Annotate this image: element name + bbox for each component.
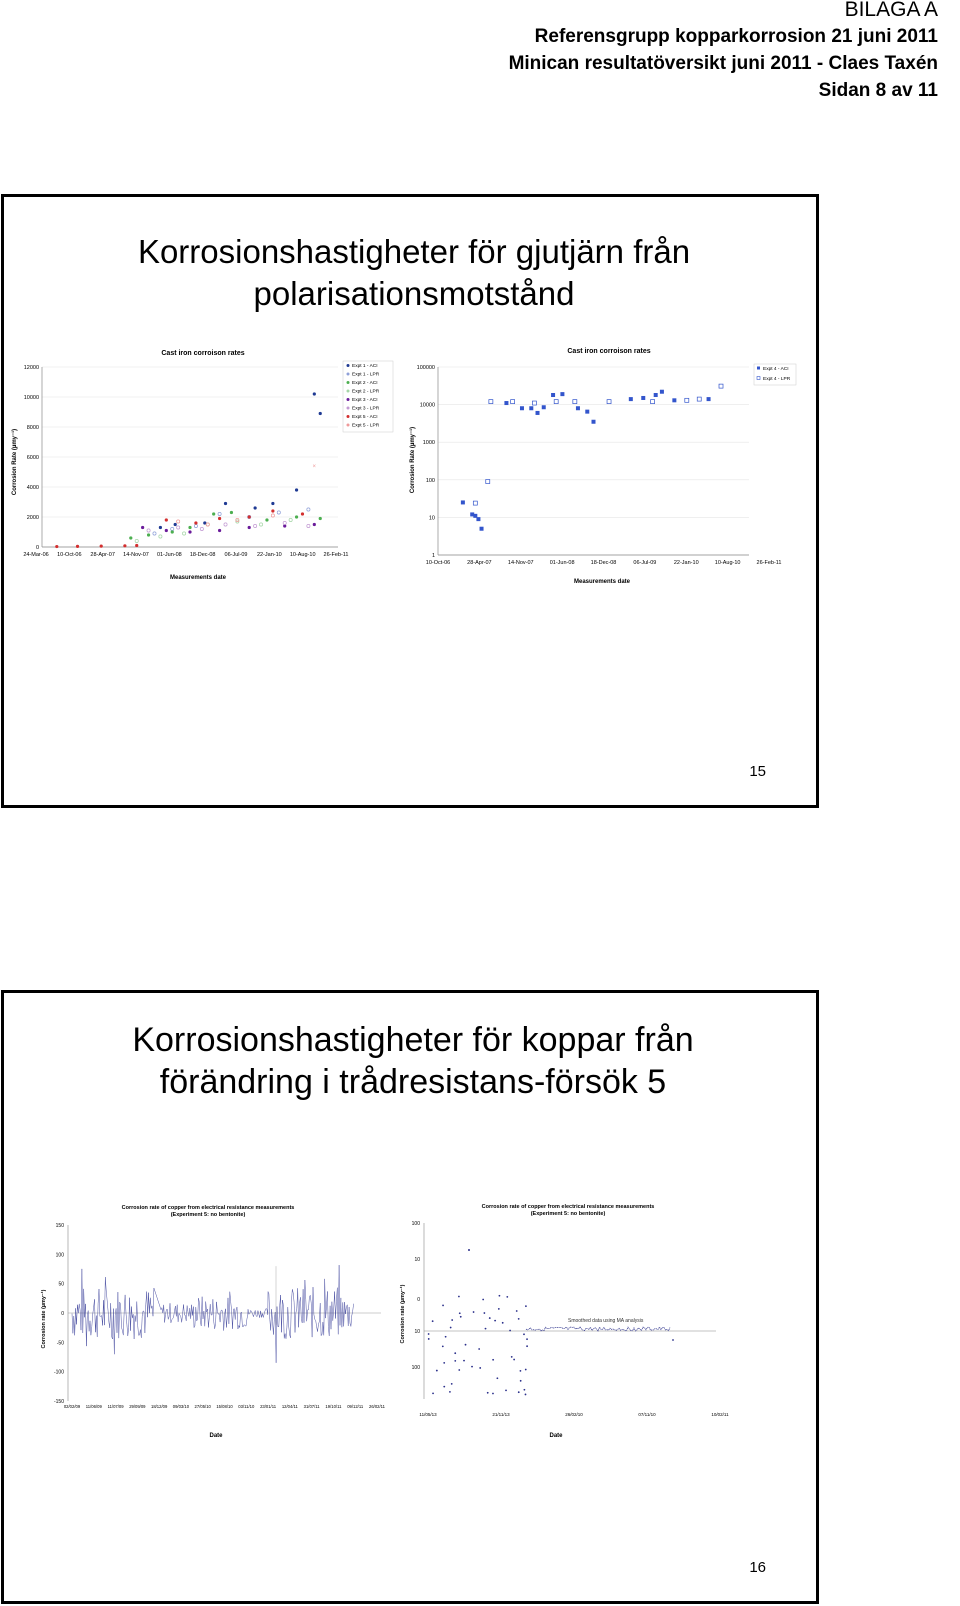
x-tick-label: 06-Jul-09 xyxy=(224,552,248,558)
data-point xyxy=(141,526,144,529)
data-point xyxy=(479,1367,481,1369)
data-point xyxy=(218,529,221,532)
data-point xyxy=(100,545,103,548)
data-point xyxy=(76,545,79,548)
data-point xyxy=(499,1295,501,1297)
data-point xyxy=(307,508,310,511)
data-point xyxy=(271,509,274,512)
data-point xyxy=(218,517,221,520)
data-point xyxy=(520,1370,522,1372)
chart-title-line-1: Corrosion rate of copper from electrical resistance measurements xyxy=(481,1204,655,1210)
data-point xyxy=(458,1369,460,1371)
slide-15 xyxy=(1,194,819,808)
data-point xyxy=(536,411,540,415)
data-point xyxy=(629,397,633,401)
y-tick-label: 6000 xyxy=(26,455,39,461)
x-tick-label: 10-Aug-10 xyxy=(714,560,741,566)
y-tick-label: -150 xyxy=(53,1399,64,1405)
data-point xyxy=(313,523,316,526)
data-point xyxy=(513,1359,515,1361)
y-tick-label: 100 xyxy=(411,1221,420,1227)
data-point xyxy=(480,527,484,531)
x-tick-label: 11/06/09 xyxy=(85,1404,102,1409)
legend-marker xyxy=(347,364,350,367)
y-tick-label: 0 xyxy=(61,1311,64,1317)
slide-16-title-line-2: förändring i trådresistans-försök 5 xyxy=(159,1063,667,1101)
data-point xyxy=(458,1296,460,1298)
x-tick-label: 14-Nov-07 xyxy=(507,560,534,566)
data-point xyxy=(212,512,215,515)
data-point xyxy=(607,400,611,404)
chart-title-line-2: (Experiment 5: no bentonite) xyxy=(170,1212,246,1218)
legend-marker xyxy=(347,381,350,384)
y-tick-label: 0 xyxy=(35,545,39,551)
data-point xyxy=(194,524,197,527)
legend-label: Expt 5 - ACI xyxy=(352,415,378,420)
legend-label: Expt 1 - ACI xyxy=(352,364,378,369)
x-tick-label: 01-Jun-08 xyxy=(156,552,182,558)
y-tick-label: 100 xyxy=(411,1365,420,1371)
data-point xyxy=(218,512,221,515)
y-axis-label: Corrosion rate (µmy⁻¹) xyxy=(400,1284,406,1344)
x-axis-label: Measurements date xyxy=(169,575,227,581)
data-point xyxy=(542,405,546,409)
data-point xyxy=(473,1311,475,1313)
legend-label: Expt 3 - ACI xyxy=(352,398,378,403)
data-point xyxy=(516,1310,518,1312)
data-point xyxy=(129,536,132,539)
x-tick-label: 14-Nov-07 xyxy=(123,552,149,558)
legend-label: Expt 1 - LPR xyxy=(352,372,380,378)
y-tick-label: -100 xyxy=(53,1369,64,1376)
data-point xyxy=(492,1359,494,1361)
x-tick-label: 10-Oct-06 xyxy=(57,552,82,558)
slide-15-title-line-1: Korrosionshastigheter för gjutjärn från xyxy=(137,233,691,270)
data-point xyxy=(135,539,138,542)
chart-annotation: Smoothed data using MA analysis xyxy=(568,1318,644,1324)
data-point xyxy=(182,532,185,535)
data-point xyxy=(432,1392,434,1394)
chart-title: Cast iron corroison rates xyxy=(567,348,651,355)
y-tick-label: 12000 xyxy=(23,365,39,371)
copper-er-log-chart xyxy=(396,1199,746,1444)
data-point xyxy=(560,392,564,396)
cast-iron-linear-chart xyxy=(8,347,408,587)
data-point xyxy=(135,544,138,547)
data-point xyxy=(428,1338,430,1340)
data-point xyxy=(224,502,227,505)
data-point xyxy=(454,1360,456,1362)
data-point xyxy=(471,1366,473,1368)
y-tick-label: 2000 xyxy=(26,515,39,521)
x-tick-label: 22-Jan-10 xyxy=(256,552,282,558)
x-tick-label: 01-Jun-08 xyxy=(549,560,575,566)
data-point xyxy=(265,518,268,521)
y-tick-label: 50 xyxy=(58,1281,64,1288)
data-point xyxy=(307,524,310,527)
data-point xyxy=(554,400,558,404)
data-point xyxy=(506,1296,508,1298)
data-point xyxy=(502,1322,504,1324)
y-tick-label: 10000 xyxy=(419,402,435,409)
data-point xyxy=(492,1393,494,1395)
data-point xyxy=(485,1328,487,1330)
data-point xyxy=(230,511,233,514)
data-point xyxy=(520,1380,522,1382)
legend-label: Expt 4 - ACI xyxy=(763,367,789,372)
legend-marker xyxy=(347,398,350,401)
y-tick-label: 10 xyxy=(428,515,435,522)
x-tick-label: 29/09/09 xyxy=(129,1404,146,1409)
data-point xyxy=(177,526,180,529)
data-point xyxy=(518,1391,520,1393)
data-point xyxy=(147,529,150,532)
data-point xyxy=(194,521,197,524)
data-point xyxy=(551,393,555,397)
data-point xyxy=(295,515,298,518)
data-point xyxy=(188,526,191,529)
appendix-label: BILAGA A xyxy=(844,0,938,21)
x-tick-label: 18/12/09 xyxy=(150,1404,168,1409)
data-point xyxy=(436,1370,438,1372)
x-tick-label: 11/05/13 xyxy=(419,1412,437,1417)
data-point xyxy=(498,1308,500,1310)
slide-15-number: 15 xyxy=(749,763,766,780)
page-indicator: Sidan 8 av 11 xyxy=(818,80,938,101)
data-point xyxy=(442,1345,444,1347)
x-tick-label: 28-Apr-07 xyxy=(467,560,492,566)
data-point xyxy=(271,514,274,517)
x-tick-label: 26-Feb-11 xyxy=(323,552,349,558)
legend-label: Expt 4 - LPR xyxy=(763,377,791,382)
data-point xyxy=(592,420,596,424)
data-point xyxy=(532,401,536,405)
x-axis-label: Date xyxy=(209,1433,223,1439)
data-point xyxy=(660,390,664,394)
data-point xyxy=(509,1330,511,1332)
data-point xyxy=(442,1305,444,1307)
header-line-1: Referensgrupp kopparkorrosion 21 juni 2011 xyxy=(534,26,938,47)
x-tick-label: 12/04/11 xyxy=(281,1404,298,1409)
data-point xyxy=(289,518,292,521)
y-tick-label: 100000 xyxy=(416,365,435,371)
data-point xyxy=(511,400,515,404)
x-tick-label: 09/03/10 xyxy=(172,1404,190,1409)
legend-marker xyxy=(757,367,760,370)
data-point xyxy=(460,1316,462,1318)
y-tick-label: 4000 xyxy=(26,485,39,491)
data-point xyxy=(489,400,493,404)
x-tick-label: 10-Aug-10 xyxy=(289,552,316,558)
legend-label: Expt 2 - ACI xyxy=(352,381,378,386)
data-point xyxy=(494,1320,496,1322)
data-point xyxy=(248,515,251,518)
data-point xyxy=(177,520,180,523)
data-point xyxy=(526,1338,528,1340)
data-point xyxy=(254,506,257,509)
data-point xyxy=(463,1360,465,1362)
data-point xyxy=(685,398,689,402)
data-point xyxy=(123,544,126,547)
data-point xyxy=(654,393,658,397)
data-point xyxy=(504,401,508,405)
x-tick-label: 15/08/10 xyxy=(216,1404,233,1409)
data-point xyxy=(465,1344,467,1346)
data-point xyxy=(55,545,58,548)
data-point xyxy=(529,406,533,410)
x-tick-label: 21/11/13 xyxy=(492,1412,510,1417)
data-point xyxy=(525,1369,527,1371)
data-point xyxy=(473,501,477,505)
x-tick-label: 11/07/09 xyxy=(107,1404,124,1409)
data-point xyxy=(271,502,274,505)
chart-title-line-1: Corrosion rate of copper from electrical resistance measurements xyxy=(121,1205,295,1211)
data-point xyxy=(171,527,174,530)
slide-16-title-line-1: Korrosionshastigheter för koppar från xyxy=(132,1021,694,1059)
data-point xyxy=(449,1391,451,1393)
legend-marker xyxy=(347,407,350,410)
data-point xyxy=(454,1352,456,1354)
data-point xyxy=(277,511,280,514)
y-tick-label: 150 xyxy=(55,1223,64,1229)
legend-label: Expt 5 - LPR xyxy=(352,423,380,429)
data-point xyxy=(206,523,209,526)
data-point xyxy=(459,1312,461,1314)
data-point xyxy=(482,1299,484,1301)
x-tick-label: 19/10/11 xyxy=(325,1404,342,1409)
slide-16-number: 16 xyxy=(749,1559,766,1576)
data-point xyxy=(301,512,304,515)
data-point xyxy=(200,527,203,530)
data-point xyxy=(525,1305,527,1307)
legend-marker xyxy=(347,415,350,418)
x-tick-label: 09/12/11 xyxy=(347,1404,364,1409)
data-point xyxy=(518,1318,520,1320)
data-point xyxy=(159,535,162,538)
data-point xyxy=(254,524,257,527)
data-point xyxy=(697,397,701,401)
data-point xyxy=(171,530,174,533)
x-axis-label: Measurements date xyxy=(573,579,631,585)
data-point xyxy=(174,523,177,526)
data-point xyxy=(443,1386,445,1388)
data-point xyxy=(319,517,322,520)
data-point xyxy=(523,1389,525,1391)
y-tick-label: 100 xyxy=(55,1252,64,1259)
data-point xyxy=(283,521,286,524)
data-point xyxy=(520,406,524,410)
x-tick-label: 31/07/11 xyxy=(303,1404,320,1409)
x-tick-label: 28-Apr-07 xyxy=(90,552,115,558)
data-point xyxy=(445,1336,447,1338)
data-point xyxy=(224,523,227,526)
x-tick-label: 23/01/11 xyxy=(260,1404,277,1409)
copper-er-linear-chart xyxy=(36,1201,386,1446)
legend-label: Expt 3 - LPR xyxy=(352,406,380,412)
x-tick-label: 02/02/09 xyxy=(63,1404,81,1409)
legend-marker xyxy=(757,377,760,380)
x-tick-label: 26-Feb-11 xyxy=(756,560,782,566)
chart-title-line-2: (Experiment 5: no bentonite) xyxy=(530,1211,606,1217)
data-point xyxy=(259,523,262,526)
y-tick-label: 8000 xyxy=(26,425,39,431)
legend-label: Expt 2 - LPR xyxy=(352,389,380,395)
x-axis-label: Date xyxy=(549,1433,563,1439)
x-tick-label: 27/05/10 xyxy=(194,1404,211,1409)
data-point xyxy=(468,1249,470,1251)
x-tick-label: 10-Oct-06 xyxy=(425,560,451,566)
cast-iron-log-chart xyxy=(404,345,804,589)
data-point xyxy=(428,1333,430,1335)
data-point xyxy=(248,526,251,529)
data-point xyxy=(451,1383,453,1385)
data-point xyxy=(319,412,322,415)
y-axis-label: Corrosion Rate (µmy⁻¹) xyxy=(12,428,18,496)
y-axis-label: Corrosion rate (µmy⁻¹) xyxy=(41,1289,47,1349)
data-point xyxy=(159,526,162,529)
data-point xyxy=(672,1339,674,1341)
x-tick-label: 18-Dec-08 xyxy=(189,552,216,558)
data-point xyxy=(525,1394,527,1396)
data-point xyxy=(573,400,577,404)
x-tick-label: 24-Mar-06 xyxy=(23,552,49,558)
data-point xyxy=(526,1345,528,1347)
data-point xyxy=(147,533,150,536)
data-point xyxy=(505,1389,507,1391)
data-point xyxy=(489,1317,491,1319)
data-point xyxy=(576,406,580,410)
slide-15-title xyxy=(4,231,824,315)
data-point xyxy=(496,1377,498,1379)
y-tick-label: 1000 xyxy=(422,440,435,447)
slide-15-title-line-2: polarisationsmotstånd xyxy=(253,275,575,312)
data-point xyxy=(295,488,298,491)
x-tick-label: 06-Jul-09 xyxy=(633,560,657,566)
y-tick-label: 100 xyxy=(425,477,435,484)
x-tick-label: 22-Jan-10 xyxy=(673,560,699,566)
data-point: × xyxy=(312,464,317,470)
header-line-2: Minican resultatöversikt juni 2011 - Claes Taxén xyxy=(508,53,938,74)
x-tick-label: 07/11/10 xyxy=(638,1412,656,1417)
y-axis-label: Corrosion Rate (µmy⁻¹) xyxy=(410,426,416,494)
legend-marker xyxy=(347,373,350,376)
data-point xyxy=(672,398,676,402)
data-point xyxy=(641,396,645,400)
y-tick-label: 0 xyxy=(417,1297,420,1303)
y-tick-label: 10000 xyxy=(23,395,39,401)
data-point xyxy=(585,410,589,414)
slide-16-title xyxy=(4,1019,822,1103)
x-tick-label: 18-Dec-08 xyxy=(590,560,617,566)
y-tick-label: -50 xyxy=(56,1340,64,1347)
data-point xyxy=(432,1320,434,1322)
data-point xyxy=(451,1319,453,1321)
x-tick-label: 26/02/11 xyxy=(369,1404,385,1409)
legend-marker xyxy=(347,424,350,427)
y-tick-label: 1 xyxy=(431,553,435,559)
data-point xyxy=(486,480,490,484)
data-point xyxy=(443,1362,445,1364)
y-tick-label: 10 xyxy=(414,1257,420,1263)
data-point xyxy=(461,500,465,504)
data-point xyxy=(478,1348,480,1350)
data-point xyxy=(511,1356,513,1358)
chart-title: Cast iron corroison rates xyxy=(161,350,245,357)
data-point xyxy=(450,1327,452,1329)
data-point xyxy=(153,532,156,535)
data-point xyxy=(651,400,655,404)
data-point xyxy=(476,517,480,521)
slide-16 xyxy=(1,990,819,1604)
data-point xyxy=(483,1312,485,1314)
y-tick-label: 10 xyxy=(414,1329,420,1335)
x-tick-label: 03/11/10 xyxy=(238,1404,255,1409)
data-point xyxy=(487,1392,489,1394)
data-line xyxy=(526,1327,670,1331)
data-point xyxy=(165,518,168,521)
legend-marker xyxy=(347,390,350,393)
data-point xyxy=(719,384,723,388)
data-point xyxy=(188,530,191,533)
x-tick-label: 26/02/10 xyxy=(565,1412,583,1417)
x-tick-label: 10/02/11 xyxy=(711,1412,729,1417)
data-point xyxy=(313,392,316,395)
data-point xyxy=(523,1333,525,1335)
data-point xyxy=(165,529,168,532)
data-point xyxy=(707,397,711,401)
data-line xyxy=(72,1265,354,1363)
